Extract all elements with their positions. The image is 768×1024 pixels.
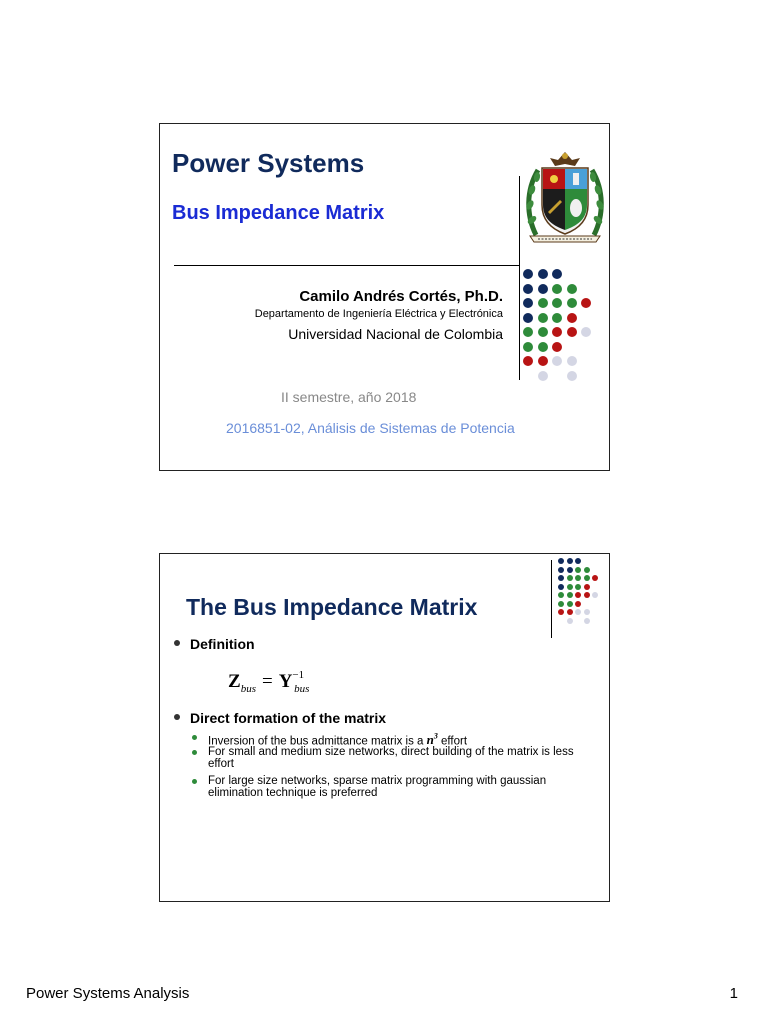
impedance-formula: $Z_{bus} = Y^{-1}_{bus}$	[228, 669, 310, 695]
dot-green	[538, 313, 548, 323]
sub-bullet-small-networks: For small and medium size networks, direct building of the matrix is less effort	[192, 746, 592, 770]
dot-red	[538, 356, 548, 366]
dot-green	[567, 284, 577, 294]
dot-navy	[523, 284, 533, 294]
dot-green	[558, 592, 564, 598]
dot-navy	[523, 298, 533, 308]
vertical-divider	[551, 560, 552, 638]
horizontal-divider	[174, 265, 520, 266]
dot-green	[558, 601, 564, 607]
course-label: 2016851-02, Análisis de Sistemas de Potencia	[226, 420, 515, 436]
dot-red	[567, 313, 577, 323]
dot-red	[575, 592, 581, 598]
dot-navy	[567, 567, 573, 573]
content-slide	[159, 553, 610, 902]
dot-green	[584, 567, 590, 573]
title-slide	[159, 123, 610, 471]
dot-green	[538, 342, 548, 352]
department-name: Departamento de Ingeniería Eléctrica y Electrónica	[254, 308, 503, 320]
dot-lightgray	[552, 356, 562, 366]
dot-green	[567, 575, 573, 581]
dot-navy	[523, 269, 533, 279]
dot-green	[523, 327, 533, 337]
footer-title: Power Systems Analysis	[26, 985, 190, 1002]
dot-red	[552, 327, 562, 337]
bullet-icon	[192, 750, 197, 755]
bullet-icon	[192, 735, 197, 740]
dot-navy	[538, 269, 548, 279]
dot-red	[552, 342, 562, 352]
dot-lightgray	[581, 327, 591, 337]
dot-red	[581, 298, 591, 308]
dot-lightgray	[575, 609, 581, 615]
bullet-icon	[174, 714, 180, 720]
dot-lightgray	[592, 592, 598, 598]
dot-navy	[538, 284, 548, 294]
dot-green	[575, 584, 581, 590]
dot-green	[567, 601, 573, 607]
slide-subtitle: Bus Impedance Matrix	[172, 202, 385, 224]
dot-green	[552, 284, 562, 294]
dot-navy	[567, 558, 573, 564]
dot-lightgray	[567, 356, 577, 366]
sub-bullet-inversion: Inversion of the bus admittance matrix is a $n^3$ effort	[192, 731, 592, 747]
dot-green	[552, 298, 562, 308]
dot-red	[575, 601, 581, 607]
dot-red	[567, 609, 573, 615]
university-name: Universidad Nacional de Colombia	[288, 326, 503, 342]
dot-green	[584, 575, 590, 581]
dot-navy	[558, 558, 564, 564]
dot-green	[567, 592, 573, 598]
dot-green	[575, 575, 581, 581]
dot-lightgray	[567, 618, 573, 624]
dot-green	[567, 584, 573, 590]
dot-red	[584, 592, 590, 598]
university-coat-of-arms-icon	[524, 150, 606, 246]
dot-red	[523, 356, 533, 366]
dot-navy	[558, 567, 564, 573]
dot-navy	[523, 313, 533, 323]
dot-navy	[552, 269, 562, 279]
dot-green	[552, 313, 562, 323]
dot-green	[538, 298, 548, 308]
bullet-icon	[174, 640, 180, 646]
dot-navy	[575, 558, 581, 564]
dot-green	[575, 567, 581, 573]
dot-navy	[558, 584, 564, 590]
bullet-definition: Definition	[174, 636, 255, 652]
slide-title: The Bus Impedance Matrix	[186, 594, 478, 620]
author-name: Camilo Andrés Cortés, Ph.D.	[299, 288, 503, 305]
dot-green	[538, 327, 548, 337]
dot-lightgray	[538, 371, 548, 381]
vertical-divider	[519, 176, 520, 380]
bullet-direct-formation: Direct formation of the matrix	[174, 710, 386, 726]
dot-lightgray	[584, 609, 590, 615]
dot-red	[558, 609, 564, 615]
dot-red	[567, 327, 577, 337]
dot-navy	[558, 575, 564, 581]
dot-green	[523, 342, 533, 352]
semester-label: II semestre, año 2018	[281, 389, 417, 405]
dot-lightgray	[567, 371, 577, 381]
sub-bullet-large-networks: For large size networks, sparse matrix programming with gaussian elimination technique is preferred	[192, 775, 592, 799]
dot-red	[592, 575, 598, 581]
slide-title: Power Systems	[172, 148, 365, 178]
dot-green	[567, 298, 577, 308]
bullet-icon	[192, 779, 197, 784]
dot-red	[584, 584, 590, 590]
page-number: 1	[729, 985, 738, 1002]
dot-lightgray	[584, 618, 590, 624]
